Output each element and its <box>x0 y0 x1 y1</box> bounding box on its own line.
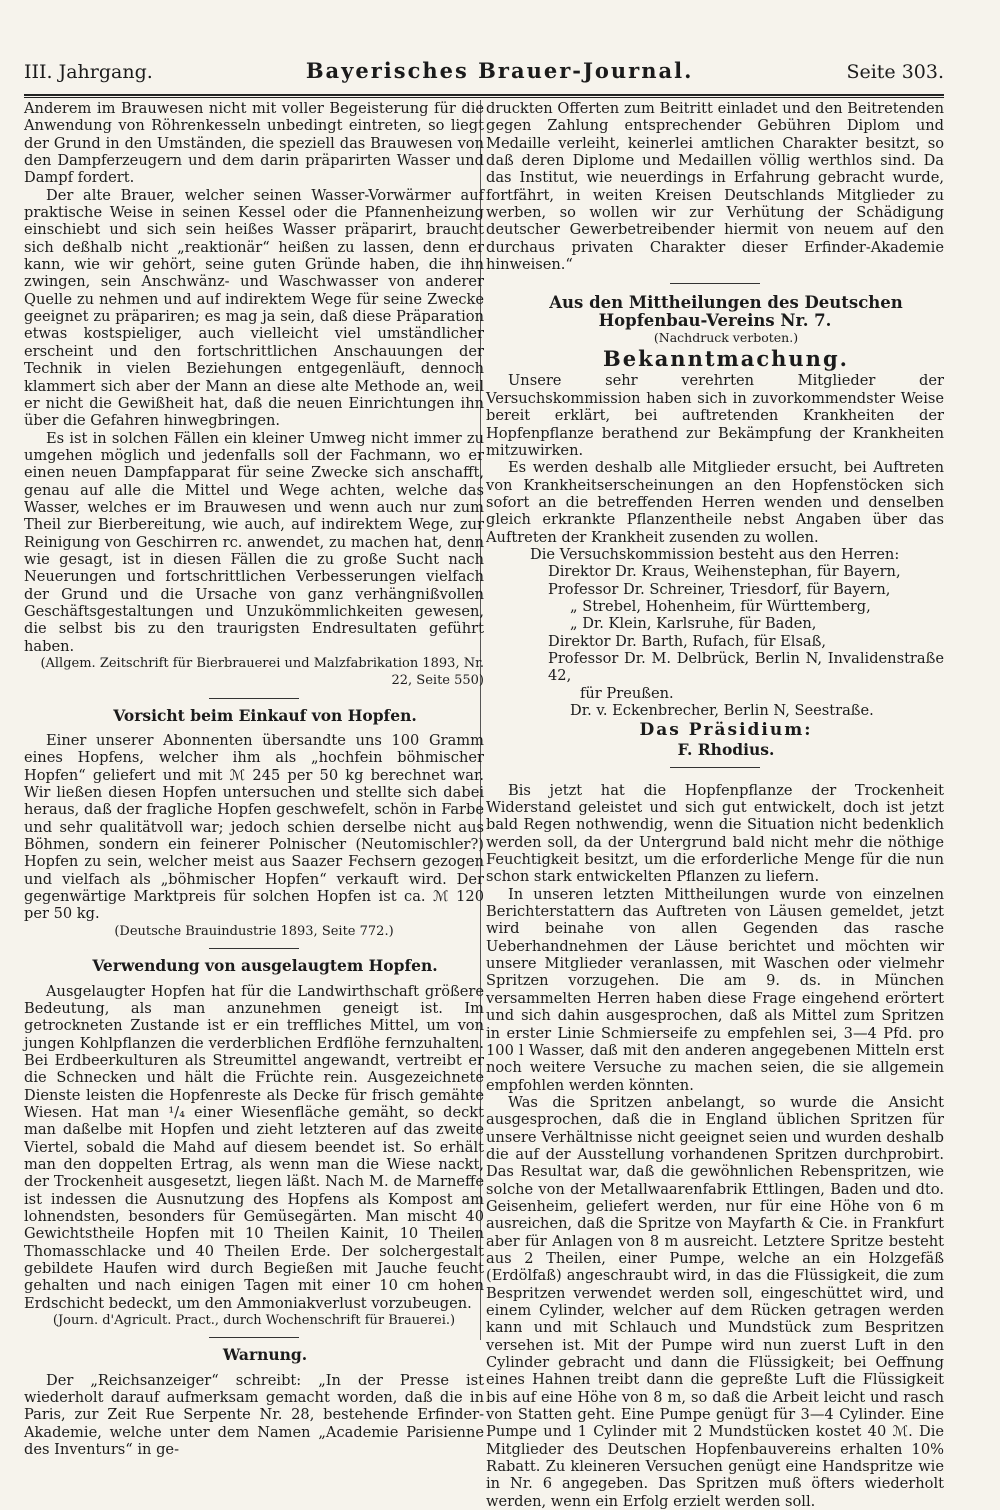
volume-label: III. Jahrgang. <box>24 61 153 83</box>
article-paragraph: Was die Spritzen anbelangt, so wurde die Ansicht ausgesprochen, daß die in England üblichen Spritzen für unsere Verhältnisse nicht geeignet seien und wurden deshalb die auf der Ausstellung vorhandenen Spritzen durchprobirt. Das Resultat war, daß die gewöhnlichen Rebenspritzen, wie solche von der Metallwaarenfabrik Ettlingen, Baden und dto. Geisenheim, geliefert werden, nur für eine Höhe von 6 m ausreichen, daß die Spritze von Mayfarth & Cie. in Frankfurt aber für Anlagen von 8 m ausreicht. Letztere Spritze besteht aus 2 Theilen, einer Pumpe, welche an ein Holzgefäß (Erdölfaß) angeschraubt wird, in das die Flüssigkeit, die zum Bespritzen verwendet werden soll, eingeschüttet wird, und einem Cylinder, welcher auf dem Rücken getragen werden kann und mit Schlauch und Mundstück zum Bespritzen versehen ist. Mit der Pumpe wird nun zuerst Luft in den Cylinder gebracht und dann die Flüssigkeit; bei Oeffnung eines Hahnen treibt dann die gepreßte Luft die Flüssigkeit bis auf eine Höhe von 8 m, so daß die Arbeit leicht und rasch von Statten geht. Eine Pumpe genügt für 3—4 Cylinder. Eine Pumpe und 1 Cylinder mit 2 Mundstücken kostet 40 ℳ. Die Mitglieder des Deutschen Hopfenbauvereins erhalten 10% Rabatt. Zu kleineren Versuchen genügt eine Handspritze wie in Nr. 6 angegeben. Das Spritzen muß öfters wiederholt werden, wenn ein Erfolg erzielt werden soll. <box>486 1093 944 1510</box>
article-paragraph: Der „Reichsanzeiger“ schreibt: „In der Presse ist wiederholt darauf aufmerksam gemacht worden, daß die in Paris, zur Zeit Rue Serpente Nr. 28, bestehende Erfinder-Akademie, welche unter dem Namen „Academie Parisienne des Inventurs“ in ge- <box>24 1371 484 1459</box>
section-heading: Verwendung von ausgelaugtem Hopfen. <box>92 956 438 976</box>
signature-name: F. Rhodius. <box>677 740 775 760</box>
list-item: für Preußen. <box>580 684 674 702</box>
source-citation: (Allgem. Zeitschrift für Bierbrauerei und Malzfabrikation 1893, Nr. 22, Seite 550) <box>40 656 484 689</box>
article-paragraph: druckten Offerten zum Beitritt einladet und den Beitretenden gegen Zahlung entsprechender Gebühren Diplom und Medaille verleiht, keinerlei amtlichen Charakter besitzt, so daß deren Diplome und Medaillen völlig werthlos sind. Da das Institut, wie neuerdings in Erfahrung gebracht wurde, fortfährt, in weiten Kreisen Deutschlands Mitglieder zu werben, so wollen wir zur Verhütung der Schädigung deutscher Gewerbetreibender hiermit von neuem auf den durchaus privaten Charakter dieser Erfinder-Akademie hinweisen.“ <box>486 100 944 274</box>
left-column <box>24 100 484 1458</box>
header-rule-thin <box>24 97 944 98</box>
article-paragraph: Es ist in solchen Fällen ein kleiner Umweg nicht immer zu umgehen möglich und jedenfalls soll der Fachmann, wo er einen neuen Dampfapparat für seine Zwecke sich anschafft, genau auf alle die Mittel und Wege achten, welche das Wasser, welches er im Brauwesen und wenn auch nur zum Theil zur Bierbereitung, wie auch, auf indirektem Wege, zur Reinigung von Geschirren rc. anwendet, zu machen hat, denn wie gesagt, ist in diesen Fällen die zu große Sucht nach Neuerungen und fortschrittlichen Verbesserungen vielfach der Grund und die Ursache von ganz verhängnißvollen Geschäftsgestaltungen und Unzukömmlichkeiten gewesen, die selbst bis zu den traurigsten Endresultaten geführt haben. <box>24 429 484 655</box>
article-paragraph: Ausgelaugter Hopfen hat für die Landwirthschaft größere Bedeutung, als man anzunehmen geneigt ist. Im getrockneten Zustande ist er ein treffliches Mittel, um von jungen Kohlpflanzen die verderblichen Erdflöhe fernzuhalten. Bei Erdbeerkulturen als Streumittel angewandt, vertreibt er die Schnecken und hält die Früchte rein. Ausgezeichnete Dienste leisten die Hopfenreste als Decke für frisch gemähte Wiesen. Hat man ¹/₄ einer Wiesenfläche gemäht, so deckt man daßelbe mit Hopfen und zieht letzteren auf das zweite Viertel, sobald die Mahd auf diesem beendet ist. So erhält man den doppelten Ertrag, als wenn man die Wiese nackt, der Trockenheit ausgesetzt, liegen läßt. Nach M. de Marneffe ist indessen die Ausnutzung des Hopfens als Kompost am lohnendsten, besonders für Gemüsegärten. Man mischt 40 Gewichtstheile Hopfen mit 10 Theilen Kainit, 10 Theilen Thomasschlacke und 40 Theilen Erde. Der solchergestalt gebildete Haufen wird durch Begießen mit Jauche feucht gehalten und nach einigen Tagen mit einer 10 cm hohen Erdschicht bedeckt, um den Ammoniakverlust vorzubeugen. <box>24 982 484 1312</box>
page-number: Seite 303. <box>846 61 944 83</box>
source-citation: (Journ. d'Agricult. Pract., durch Wochenschrift für Brauerei.) <box>52 1313 456 1329</box>
header-rule <box>24 94 944 96</box>
list-item: „ Strebel, Hohenheim, für Württemberg, <box>570 597 871 615</box>
section-heading: Vorsicht beim Einkauf von Hopfen. <box>113 705 417 725</box>
article-paragraph: Einer unserer Abonnenten übersandte uns 100 Gramm eines Hopfens, welcher ihm als „hochfein böhmischer Hopfen“ geliefert und mit ℳ 245 per 50 kg berechnet war. Wir ließen diesen Hopfen untersuchen und stellte sich dabei heraus, daß der fragliche Hopfen geschwefelt, schön in Farbe und sehr qualitätvoll war; jedoch schien derselbe nicht aus Böhmen, sondern ein feinerer Polnischer (Neutomischler?) Hopfen zu sein, welcher meist aus Saazer Fechsern gezogen und vielfach als „böhmischer Hopfen“ verkauft wird. Der gegenwärtige Marktpreis für solchen Hopfen ist ca. ℳ 120 per 50 kg. <box>24 732 484 923</box>
article-paragraph: Der alte Brauer, welcher seinen Wasser-Vorwärmer auf praktische Weise in seinen Kessel oder die Pfannenheizung einschiebt und sich sein heißes Wasser präparirt, braucht sich deßhalb nicht „reaktionär“ heißen zu lassen, denn er kann, wie wir gehört, seine guten Gründe haben, die ihn zwingen, sein Anschwänz- und Waschwasser von anderer Quelle zu nehmen und auf indirektem Wege für seine Zwecke geeignet zu präpariren; es mag ja sein, daß diese Präparation etwas kostspieliger, auch vielleicht viel umständlicher erscheint und den fortschrittlichen Anschauungen der Technik in vielen Beziehungen entgegenläuft, dennoch klammert sich aber der Mann an diese alte Methode an, weil er nicht die Gewißheit hat, daß die neuen Einrichtungen ihn über die Gefahren hinwegbringen. <box>24 186 484 430</box>
article-paragraph: Unsere sehr verehrten Mitglieder der Versuchskommission haben sich in zuvorkommendster Weise bereit erklärt, bei auftretenden Krankheiten der Hopfenpflanze berathend zur Bekämpfung der Krankheiten mitzuwirken. <box>486 372 944 459</box>
list-item: „ Dr. Klein, Karlsruhe, für Baden, <box>570 615 817 633</box>
list-item: Professor Dr. M. Delbrück, Berlin N, Invalidenstraße 42, <box>548 649 944 685</box>
section-heading: Aus den Mittheilungen des Deutschen Hopfenbau-Vereins Nr. 7. <box>549 293 903 330</box>
journal-title: Bayerisches Brauer-Journal. <box>305 58 694 83</box>
section-heading: Warnung. <box>222 1345 308 1365</box>
list-item: Dr. v. Eckenbrecher, Berlin N, Seestraße. <box>570 702 874 719</box>
list-item: Professor Dr. Schreiner, Triesdorf, für Bayern, <box>548 580 891 598</box>
article-paragraph: Anderem im Brauwesen nicht mit voller Begeisterung für die Anwendung von Röhrenkesseln unbedingt eintreten, so liegt der Grund in den Umständen, die speziell das Brauwesen von den Dampferzeugern und dem darin präparirten Wasser und Dampf fordert. <box>24 100 484 187</box>
reprint-notice: (Nachdruck verboten.) <box>653 330 799 346</box>
page-header <box>24 58 944 88</box>
commission-list <box>486 563 944 719</box>
list-item: Direktor Dr. Kraus, Weihenstephan, für Bayern, <box>548 563 901 581</box>
commission-intro: Die Versuchskommission besteht aus den Herren: <box>530 545 900 563</box>
article-paragraph: Es werden deshalb alle Mitglieder ersucht, bei Auftreten von Krankheitserscheinungen an den Hopfenstöcken sich sofort an die betreffenden Herren wenden und denselben gleich erkrankte Pflanzentheile nebst Angaben über das Auftreten der Krankheit zusenden zu wollen. <box>486 459 944 546</box>
article-paragraph: Bis jetzt hat die Hopfenpflanze der Trockenheit Widerstand geleistet und sich gut entwickelt, doch ist jetzt bald Regen nothwendig, wenn die Situation nicht bedenklich werden soll, da der Untergrund bald nicht mehr die nöthige Feuchtigkeit besitzt, um die erforderliche Menge für die nun schon stark entwickelten Pflanzen zu liefern. <box>486 781 944 886</box>
presidium-label: Das Präsidium: <box>639 720 813 741</box>
announcement-heading: Bekanntmachung. <box>603 346 849 372</box>
source-citation: (Deutsche Brauindustrie 1893, Seite 772.) <box>114 923 394 939</box>
right-column <box>486 100 944 1510</box>
article-paragraph: In unseren letzten Mittheilungen wurde von einzelnen Berichterstattern das Auftreten von Läusen gemeldet, jetzt wird beinahe von allen Gegenden das rasche Ueberhandnehmen der Läuse berichtet und möchten wir unsere Mitglieder veranlassen, mit Waschen oder vielmehr Spritzen vorzugehen. Die am 9. ds. in München versammelten Herren haben diese Frage eingehend erörtert und sich dahin ausgesprochen, daß als Mittel zum Spritzen in erster Linie Schmierseife zu empfehlen sei, 3—4 Pfd. pro 100 l Wasser, daß mit den anderen angegebenen Mitteln erst noch weitere Versuche zu machen seien, die sie allgemein empfohlen werden könnten. <box>486 885 944 1094</box>
list-item: Direktor Dr. Barth, Rufach, für Elsaß, <box>548 632 827 650</box>
